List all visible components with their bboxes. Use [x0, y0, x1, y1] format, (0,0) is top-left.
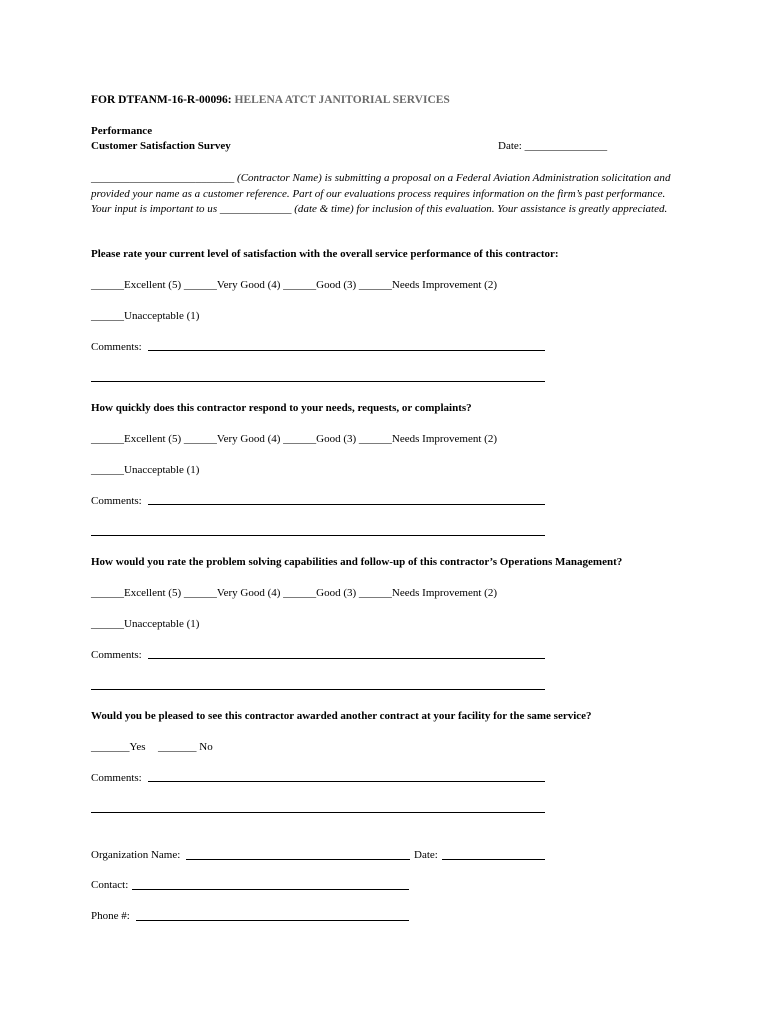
q1-unacceptable-option[interactable]: ______Unacceptable (1): [91, 310, 200, 322]
project-name: HELENA ATCT JANITORIAL SERVICES: [234, 94, 450, 106]
q1-comments-line-2[interactable]: [91, 381, 545, 382]
question-2: How quickly does this contractor respond to your needs, requests, or complaints?: [91, 402, 472, 414]
question-3: How would you rate the problem solving capabilities and follow-up of this contractor’s Operations Management?: [91, 556, 623, 568]
document-header: [91, 95, 450, 107]
footer-date-field[interactable]: [442, 859, 545, 860]
q3-comments-line-2[interactable]: [91, 689, 545, 690]
q3-unacceptable-option[interactable]: ______Unacceptable (1): [91, 618, 200, 630]
q4-yes-option[interactable]: _______Yes: [91, 741, 146, 753]
q4-comments-line-2[interactable]: [91, 812, 545, 813]
q1-comments-label: Comments:: [91, 341, 142, 353]
q2-comments-label: Comments:: [91, 495, 142, 507]
q4-comments-label: Comments:: [91, 772, 142, 784]
footer-date-label: Date:: [414, 849, 438, 861]
organization-name-field[interactable]: [186, 859, 410, 860]
q2-unacceptable-option[interactable]: ______Unacceptable (1): [91, 464, 200, 476]
contact-field[interactable]: [132, 889, 409, 890]
q1-comments-line[interactable]: [148, 350, 545, 351]
q2-rating-options[interactable]: ______Excellent (5) ______Very Good (4) ______Good (3) ______Needs Improvement (2): [91, 433, 497, 445]
solicitation-number: FOR DTFANM-16-R-00096:: [91, 94, 232, 106]
phone-field[interactable]: [136, 920, 409, 921]
survey-title-line2: Customer Satisfaction Survey: [91, 140, 231, 152]
q3-rating-options[interactable]: ______Excellent (5) ______Very Good (4) ______Good (3) ______Needs Improvement (2): [91, 587, 497, 599]
question-1: Please rate your current level of satisfaction with the overall service performance of this contractor:: [91, 248, 559, 260]
q2-comments-line-2[interactable]: [91, 535, 545, 536]
organization-name-label: Organization Name:: [91, 849, 181, 861]
q2-comments-line[interactable]: [148, 504, 545, 505]
question-4: Would you be pleased to see this contractor awarded another contract at your facility for the same service?: [91, 710, 592, 722]
q3-comments-line[interactable]: [148, 658, 545, 659]
contact-label: Contact:: [91, 879, 129, 891]
q4-no-option[interactable]: _______ No: [158, 741, 213, 753]
survey-title-line1: Performance: [91, 125, 153, 137]
intro-paragraph: __________________________ (Contractor Name) is submitting a proposal on a Federal Aviation Administration solicitation and provided your name as a customer reference. Part of our evaluations process requires information on the firm’s past performance. Your input is important to us _____________ (date & time) for inclusion of this evaluation. Your assistance is greatly appreciated.: [91, 172, 671, 215]
phone-label: Phone #:: [91, 910, 130, 922]
q1-rating-options[interactable]: ______Excellent (5) ______Very Good (4) ______Good (3) ______Needs Improvement (2): [91, 279, 497, 291]
q4-comments-line[interactable]: [148, 781, 545, 782]
survey-date-field[interactable]: Date: _______________: [498, 140, 608, 152]
q3-comments-label: Comments:: [91, 649, 142, 661]
